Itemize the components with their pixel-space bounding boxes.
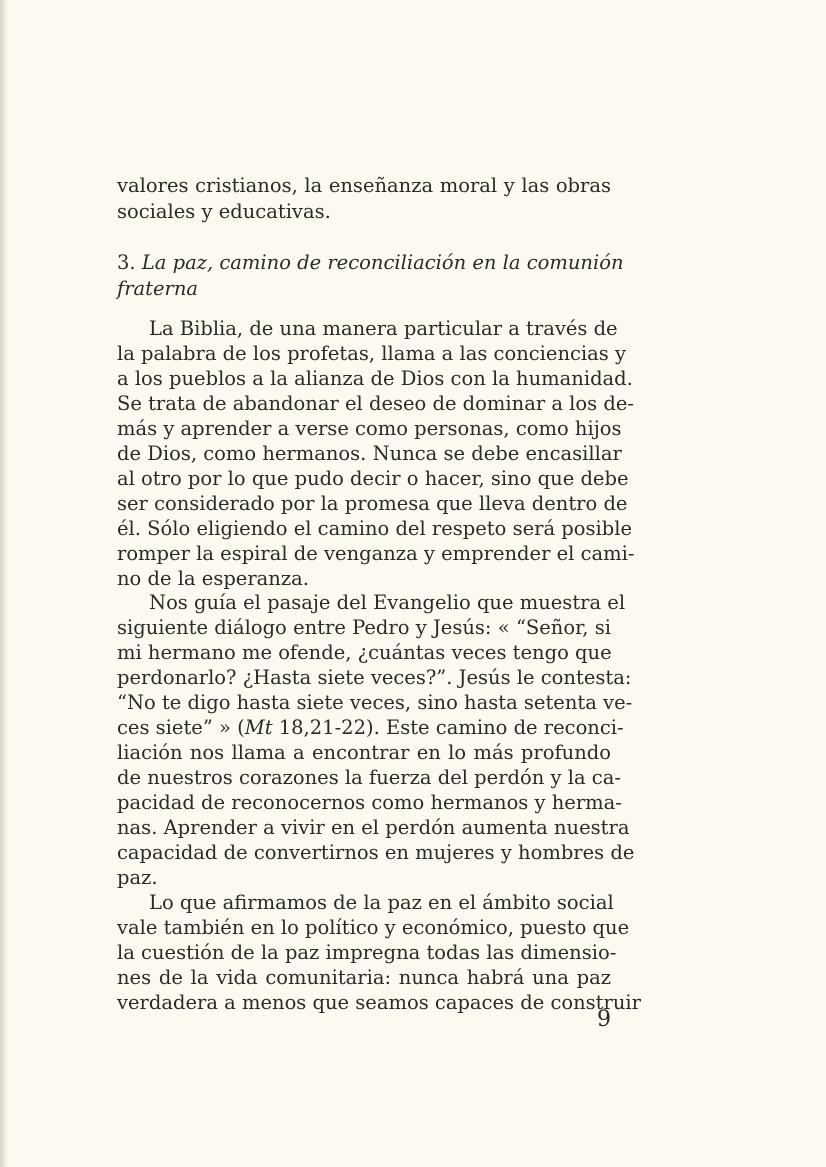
heading-title-line-2: fraterna	[117, 277, 199, 300]
p3-line-1: Lo que afirmamos de la paz en el ámbito social	[149, 891, 614, 914]
page-number: 9	[597, 1007, 611, 1032]
heading-title-line-1: La paz, camino de reconciliación en la comunión	[141, 251, 624, 274]
p3-line-5: verdadera a menos que seamos capaces de construir	[117, 991, 641, 1014]
p2-line-6	[117, 715, 624, 741]
p2-line-6-before: ces siete” » (	[117, 716, 245, 739]
bible-reference: Mt	[244, 716, 273, 739]
p2-line-7: liación nos llama a encontrar en lo más profundo	[117, 741, 611, 764]
section-heading	[117, 250, 624, 276]
section-heading-cont	[117, 276, 611, 302]
p2-line-8: de nuestros corazones la fuerza del perdón y la ca-	[117, 766, 621, 789]
p1-line-2: la palabra de los profetas, llama a las conciencias y	[117, 342, 627, 365]
heading-number: 3.	[117, 251, 136, 274]
p2-line-11: capacidad de convertirnos en mujeres y hombres de	[117, 841, 635, 864]
p1-line-6: de Dios, como hermanos. Nunca se debe encasillar	[117, 442, 622, 465]
p2-line-9: pacidad de reconocernos como hermanos y herma-	[117, 791, 622, 814]
p2-line-5: “No te digo hasta siete veces, sino hasta setenta ve-	[117, 691, 633, 714]
intro-line-2: sociales y educativas.	[117, 200, 331, 223]
p1-line-9: él. Sólo eligiendo el camino del respeto será posible	[117, 517, 632, 540]
page-edge-shadow	[0, 0, 8, 1167]
intro-line-1: valores cristianos, la enseñanza moral y las obras	[117, 174, 611, 197]
p1-line-1: La Biblia, de una manera particular a través de	[149, 317, 618, 340]
p1-line-10: romper la espiral de venganza y emprender el cami-	[117, 542, 635, 565]
p2-line-3: mi hermano me ofende, ¿cuántas veces tengo que	[117, 641, 612, 664]
p2-line-12: paz.	[117, 866, 158, 889]
p2-line-10: nas. Aprender a vivir en el perdón aumenta nuestra	[117, 816, 630, 839]
p1-line-11: no de la esperanza.	[117, 567, 309, 590]
p3-line-2: vale también en lo político y económico, puesto que	[117, 916, 630, 939]
p1-line-7: al otro por lo que pudo decir o hacer, sino que debe	[117, 467, 629, 490]
p1-line-5: más y aprender a verse como personas, como hijos	[117, 417, 622, 440]
p2-line-2: siguiente diálogo entre Pedro y Jesús: « “Señor, si	[117, 616, 611, 639]
p1-line-8: ser considerado por la promesa que lleva dentro de	[117, 492, 628, 515]
p2-line-4: perdonarlo? ¿Hasta siete veces?”. Jesús le contesta:	[117, 666, 632, 689]
p3-line-4: nes de la vida comunitaria: nunca habrá una paz	[117, 966, 611, 989]
p2-line-6-after: 18,21-22). Este camino de reconci-	[272, 716, 624, 739]
p1-line-4: Se trata de abandonar el deseo de dominar a los de-	[117, 392, 634, 415]
p3-line-3: la cuestión de la paz impregna todas las dimensio-	[117, 941, 617, 964]
p2-line-1: Nos guía el pasaje del Evangelio que muestra el	[149, 591, 626, 614]
p1-line-3: a los pueblos a la alianza de Dios con la humanidad.	[117, 367, 633, 390]
